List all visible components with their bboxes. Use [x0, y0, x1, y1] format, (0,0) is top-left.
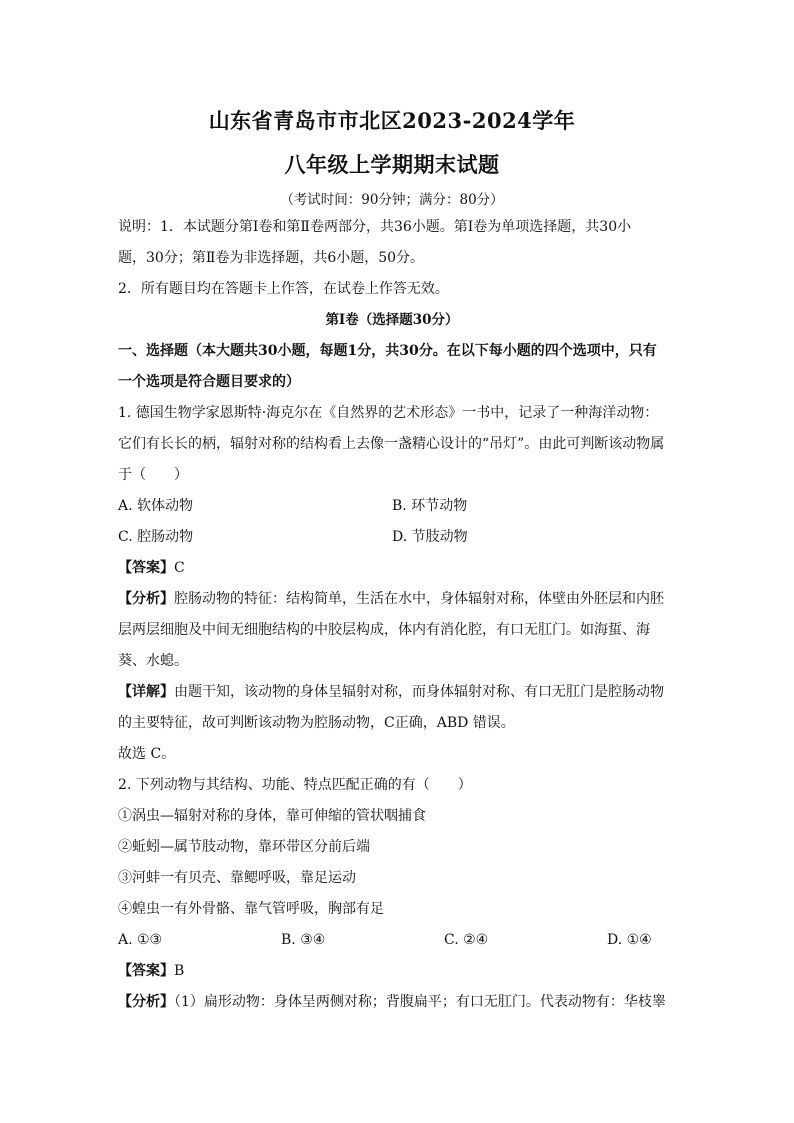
analysis-text: （1）扁形动物：身体呈两侧对称；背腹扁平；有口无肛门。代表动物有：华枝睾	[174, 994, 666, 1010]
section-heading: 第Ⅰ卷（选择题30分）	[325, 312, 459, 328]
option-a: A. 软体动物	[118, 498, 194, 514]
analysis-tag: 【分析】	[118, 591, 174, 607]
question-1-analysis	[118, 584, 666, 615]
detail-text: 由题干知，该动物的身体呈辐射对称，而身体辐射对称、有口无肛门是腔肠动物	[174, 684, 664, 700]
question-1-stem: 1. 德国生物学家恩斯特·海克尔在《自然界的艺术形态》一书中，记录了一种海洋动物：	[118, 405, 659, 421]
question-2-analysis	[118, 987, 666, 1018]
exam-title-line1: 山东省青岛市市北区2023-2024学年	[208, 108, 576, 133]
question-2-item: ①涡虫—辐射对称的身体，靠可伸缩的管状咽捕食	[118, 808, 426, 824]
answer-value: C	[174, 560, 185, 576]
question-1-detail: 的主要特征，故可判断该动物为腔肠动物，C正确，ABD 错误。	[118, 715, 515, 731]
question-1-options-row	[118, 522, 666, 553]
answer-tag: 【答案】	[118, 560, 174, 576]
question-1-options-row	[118, 491, 666, 522]
question-1-analysis: 层两层细胞及中间无细胞结构的中胶层构成，体内有消化腔，有口无肛门。如海蜇、海	[118, 622, 650, 638]
option-b: B. 环节动物	[392, 498, 468, 514]
question-1-conclusion: 故选 C。	[118, 746, 176, 762]
answer-value: B	[174, 963, 185, 979]
exam-title-line2: 八年级上学期期末试题	[284, 152, 500, 177]
instruction-line: 说明：1．本试题分第Ⅰ卷和第Ⅱ卷两部分，共36小题。第Ⅰ卷为单项选择题，共30小	[118, 219, 632, 235]
analysis-text: 腔肠动物的特征：结构简单，生活在水中，身体辐射对称，体壁由外胚层和内胚	[174, 591, 664, 607]
question-2-stem: 2. 下列动物与其结构、功能、特点匹配正确的有（ ）	[118, 777, 472, 793]
instruction-line: 题，30分；第Ⅱ卷为非选择题，共6小题，50分。	[118, 250, 425, 266]
part-title: 一、选择题（本大题共30小题，每题1分，共30分。在以下每小题的四个选项中，只有	[118, 343, 657, 359]
question-1-detail	[118, 677, 666, 708]
analysis-tag: 【分析】	[118, 994, 174, 1010]
option-b: B. ③④	[281, 932, 326, 948]
option-c: C. ②④	[444, 932, 489, 948]
question-2-options-row	[118, 925, 666, 956]
option-d: D. ①④	[607, 932, 652, 948]
part-title: 一个选项是符合题目要求的）	[118, 374, 300, 390]
detail-tag: 【详解】	[118, 684, 174, 700]
question-2-answer	[118, 956, 666, 987]
question-2-item: ④蝗虫一有外骨骼、靠气管呼吸，胸部有足	[118, 901, 384, 917]
question-1-stem: 于（ ）	[118, 467, 188, 483]
question-2-item: ③河蚌一有贝壳、靠鳃呼吸，靠足运动	[118, 870, 356, 886]
instruction-line: 2．所有题目均在答题卡上作答，在试卷上作答无效。	[118, 281, 449, 297]
question-1-answer	[118, 553, 666, 584]
option-c: C. 腔肠动物	[118, 529, 194, 545]
option-a: A. ①③	[118, 932, 163, 948]
option-d: D. 节肢动物	[392, 529, 468, 545]
question-2-item: ②蚯蚓—属节肢动物，靠环带区分前后端	[118, 839, 370, 855]
question-1-stem: 它们有长长的柄，辐射对称的结构看上去像一盏精心设计的“吊灯”。由此可判断该动物属	[118, 436, 665, 452]
question-1-analysis: 葵、水螅。	[118, 653, 188, 669]
answer-tag: 【答案】	[118, 963, 174, 979]
exam-info: （考试时间：90分钟；满分：80分）	[280, 192, 504, 208]
